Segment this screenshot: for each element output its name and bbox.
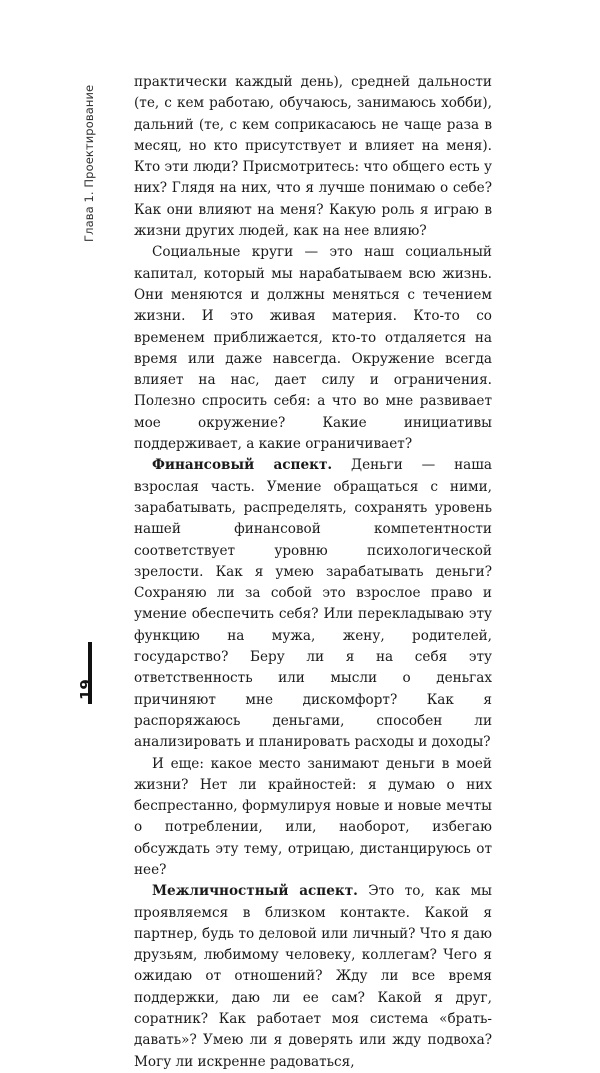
paragraph-interpersonal: [134, 881, 492, 1073]
running-header: [82, 52, 102, 242]
interpersonal-text: Это то, как мы проявляемся в близком контакте. Какой я партнер, будь то деловой или личный? Что я даю друзьям, любимому человеку, коллегам? Чего я ожидаю от отношений? Жду ли все время поддержки, даю ли ее сам? Какой я друг, соратник? Как работает моя система «брать-давать»? Умею ли я доверять или жду подвоха? Могу ли искренне радоваться,: [134, 883, 493, 1070]
paragraph-financial: [134, 455, 492, 753]
body-text: [134, 72, 492, 1073]
paragraph-1: практически каждый день), средней дальности (те, с кем работаю, обучаюсь, занимаюсь хобби), дальний (те, с кем соприкасаюсь не чаще раза в месяц, но кто присутствует и влияет на меня). Кто эти люди? Присмотритесь: что общего есть у них? Глядя на них, что я лучше понимаю о себе? Как они влияют на меня? Какую роль я играю в жизни других людей, как на нее влияю?: [134, 74, 492, 240]
paragraph-4: И еще: какое место занимают деньги в моей жизни? Нет ли крайностей: я думаю о них беспрестанно, формулируя новые и новые мечты о потреблении, или, наоборот, избегаю обсуждать эту тему, отрицаю, дистанцируюсь от нее?: [134, 755, 492, 878]
running-title: Глава 1. Проектирование: [82, 84, 96, 242]
page-number: 19: [77, 679, 95, 700]
financial-heading: Финансовый аспект.: [152, 457, 333, 474]
interpersonal-heading: Межличностный аспект.: [152, 883, 358, 900]
financial-text: Деньги — наша взрослая часть. Умение обращаться с ними, зарабатывать, распределять, сохранять уровень нашей финансовой компетентности соответствует уровню психологической зрелости. Как я умею зарабатывать деньги? Сохраняю ли за собой это взрослое право и умение обеспечить себя? Или перекладываю эту функцию на мужа, жену, родителей, государство? Беру ли я на себя эту ответственность или мысли о деньгах причиняют мне дискомфорт? Как я распоряжаюсь деньгами, способен ли анализировать и планировать расходы и доходы?: [134, 457, 492, 751]
paragraph-2: Социальные круги — это наш социальный капитал, который мы нарабатываем всю жизнь. Они меняются и должны меняться с течением жизни. И это живая материя. Кто-то со временем приближается, кто-то отдаляется на время или даже навсегда. Окружение всегда влияет на нас, дает силу и ограничения. Полезно спросить себя: а что во мне развивает мое окружение? Какие инициативы поддерживает, а какие ограничивает?: [134, 244, 492, 453]
